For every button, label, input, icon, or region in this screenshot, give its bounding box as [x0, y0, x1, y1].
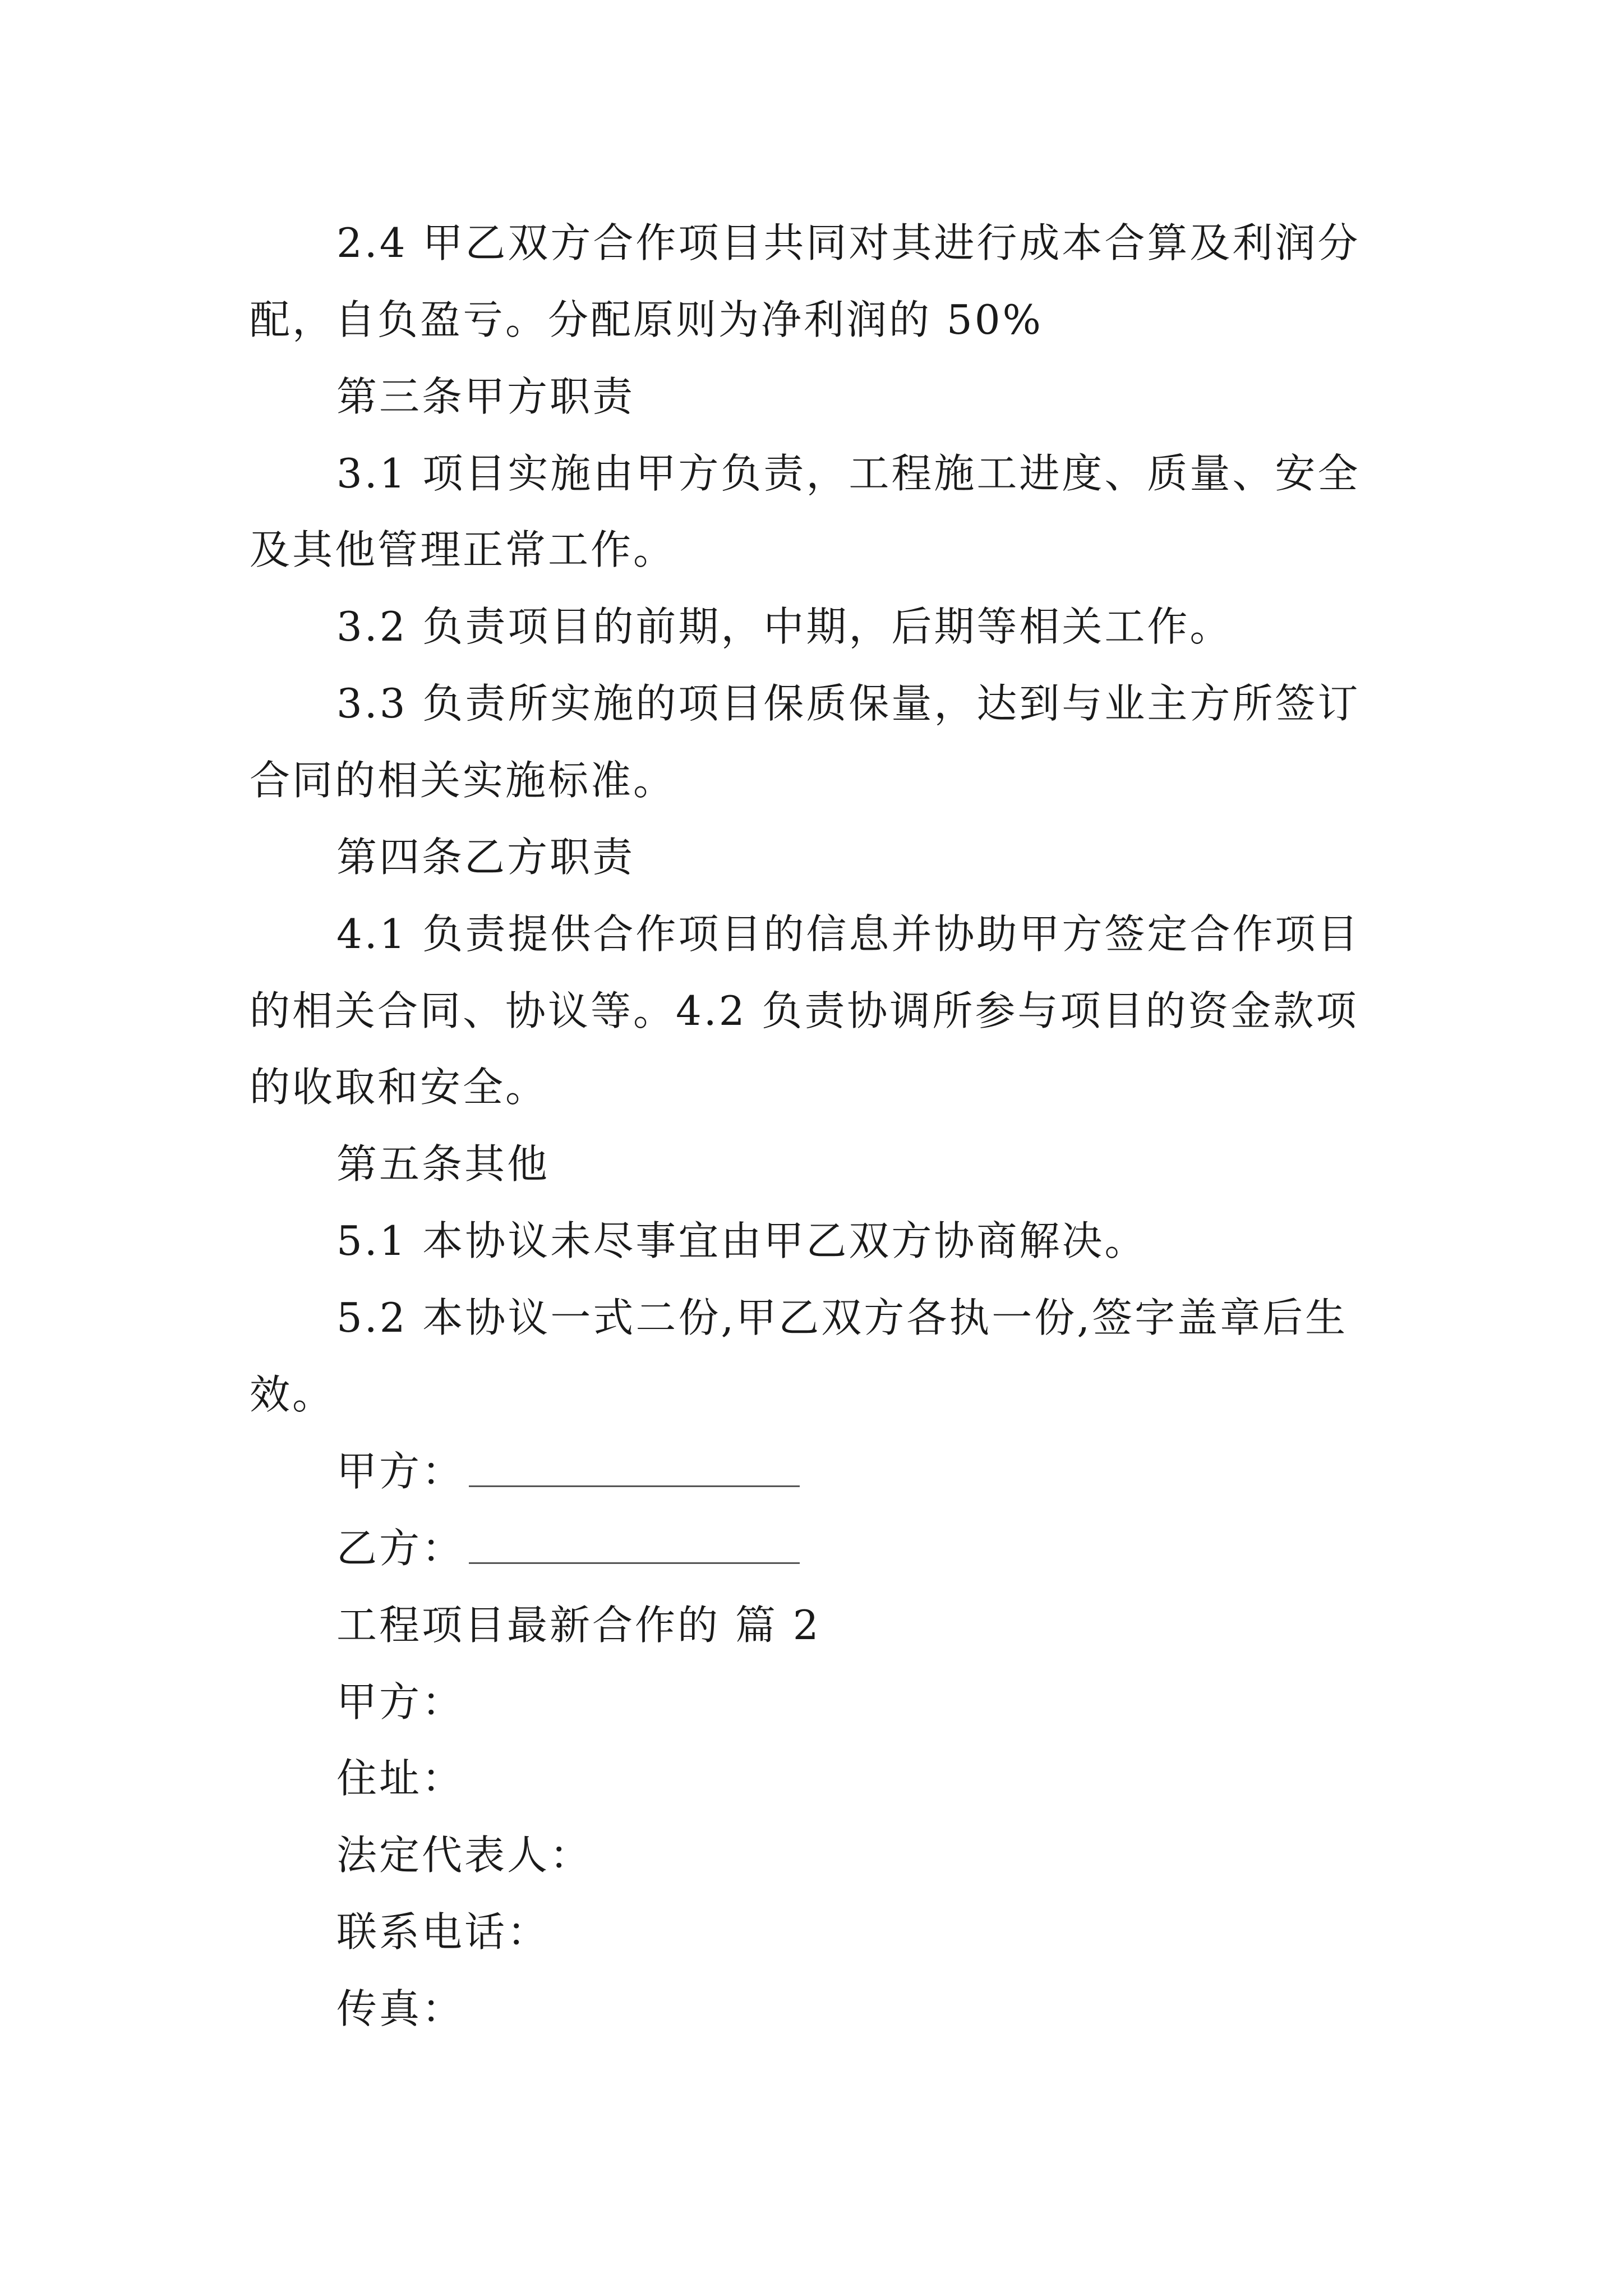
paragraph-4-1-line-2: 的相关合同、协议等。4.2 负责协调所参与项目的资金款项 [250, 987, 1359, 1034]
article-4-heading: 第四条乙方职责 [336, 834, 635, 881]
party-a-signature [336, 1443, 800, 1499]
party-b-label: 乙方： [336, 1525, 465, 1572]
paragraph-5-2-line-1: 5.2 本协议一式二份,甲乙双方各执一份,签字盖章后生 [336, 1294, 1348, 1341]
paragraph-5-1: 5.1 本协议未尽事宜由甲乙双方协商解决。 [336, 1217, 1147, 1264]
field-legal-representative: 法定代表人： [336, 1832, 593, 1879]
paragraph-2-4-line-2: 配，自负盈亏。分配原则为净利润的 50% [250, 296, 1043, 343]
section-2-heading: 工程项目最新合作的 篇 2 [336, 1602, 821, 1649]
party-b-signature-line [469, 1562, 800, 1564]
article-5-heading: 第五条其他 [336, 1140, 550, 1188]
article-3-heading: 第三条甲方职责 [336, 373, 635, 420]
field-phone: 联系电话： [336, 1908, 550, 1955]
field-party-a: 甲方： [336, 1678, 465, 1726]
paragraph-3-1-line-1: 3.1 项目实施由甲方负责，工程施工进度、质量、安全 [336, 450, 1361, 497]
field-fax: 传真： [336, 1985, 465, 2032]
paragraph-4-1-line-1: 4.1 负责提供合作项目的信息并协助甲方签定合作项目 [336, 910, 1361, 958]
field-address: 住址： [336, 1755, 465, 1802]
paragraph-5-2-line-2: 效。 [250, 1371, 335, 1418]
paragraph-3-3-line-1: 3.3 负责所实施的项目保质保量，达到与业主方所签订 [336, 680, 1361, 727]
paragraph-3-3-line-2: 合同的相关实施标准。 [250, 757, 676, 804]
paragraph-3-1-line-2: 及其他管理正常工作。 [250, 526, 676, 573]
party-a-label: 甲方： [336, 1448, 465, 1495]
paragraph-4-1-line-3: 的收取和安全。 [250, 1064, 548, 1111]
paragraph-2-4-line-1: 2.4 甲乙双方合作项目共同对其进行成本合算及利润分 [336, 219, 1361, 266]
party-b-signature [336, 1520, 800, 1576]
party-a-signature-line [469, 1485, 800, 1487]
paragraph-3-2: 3.2 负责项目的前期，中期，后期等相关工作。 [336, 603, 1233, 650]
